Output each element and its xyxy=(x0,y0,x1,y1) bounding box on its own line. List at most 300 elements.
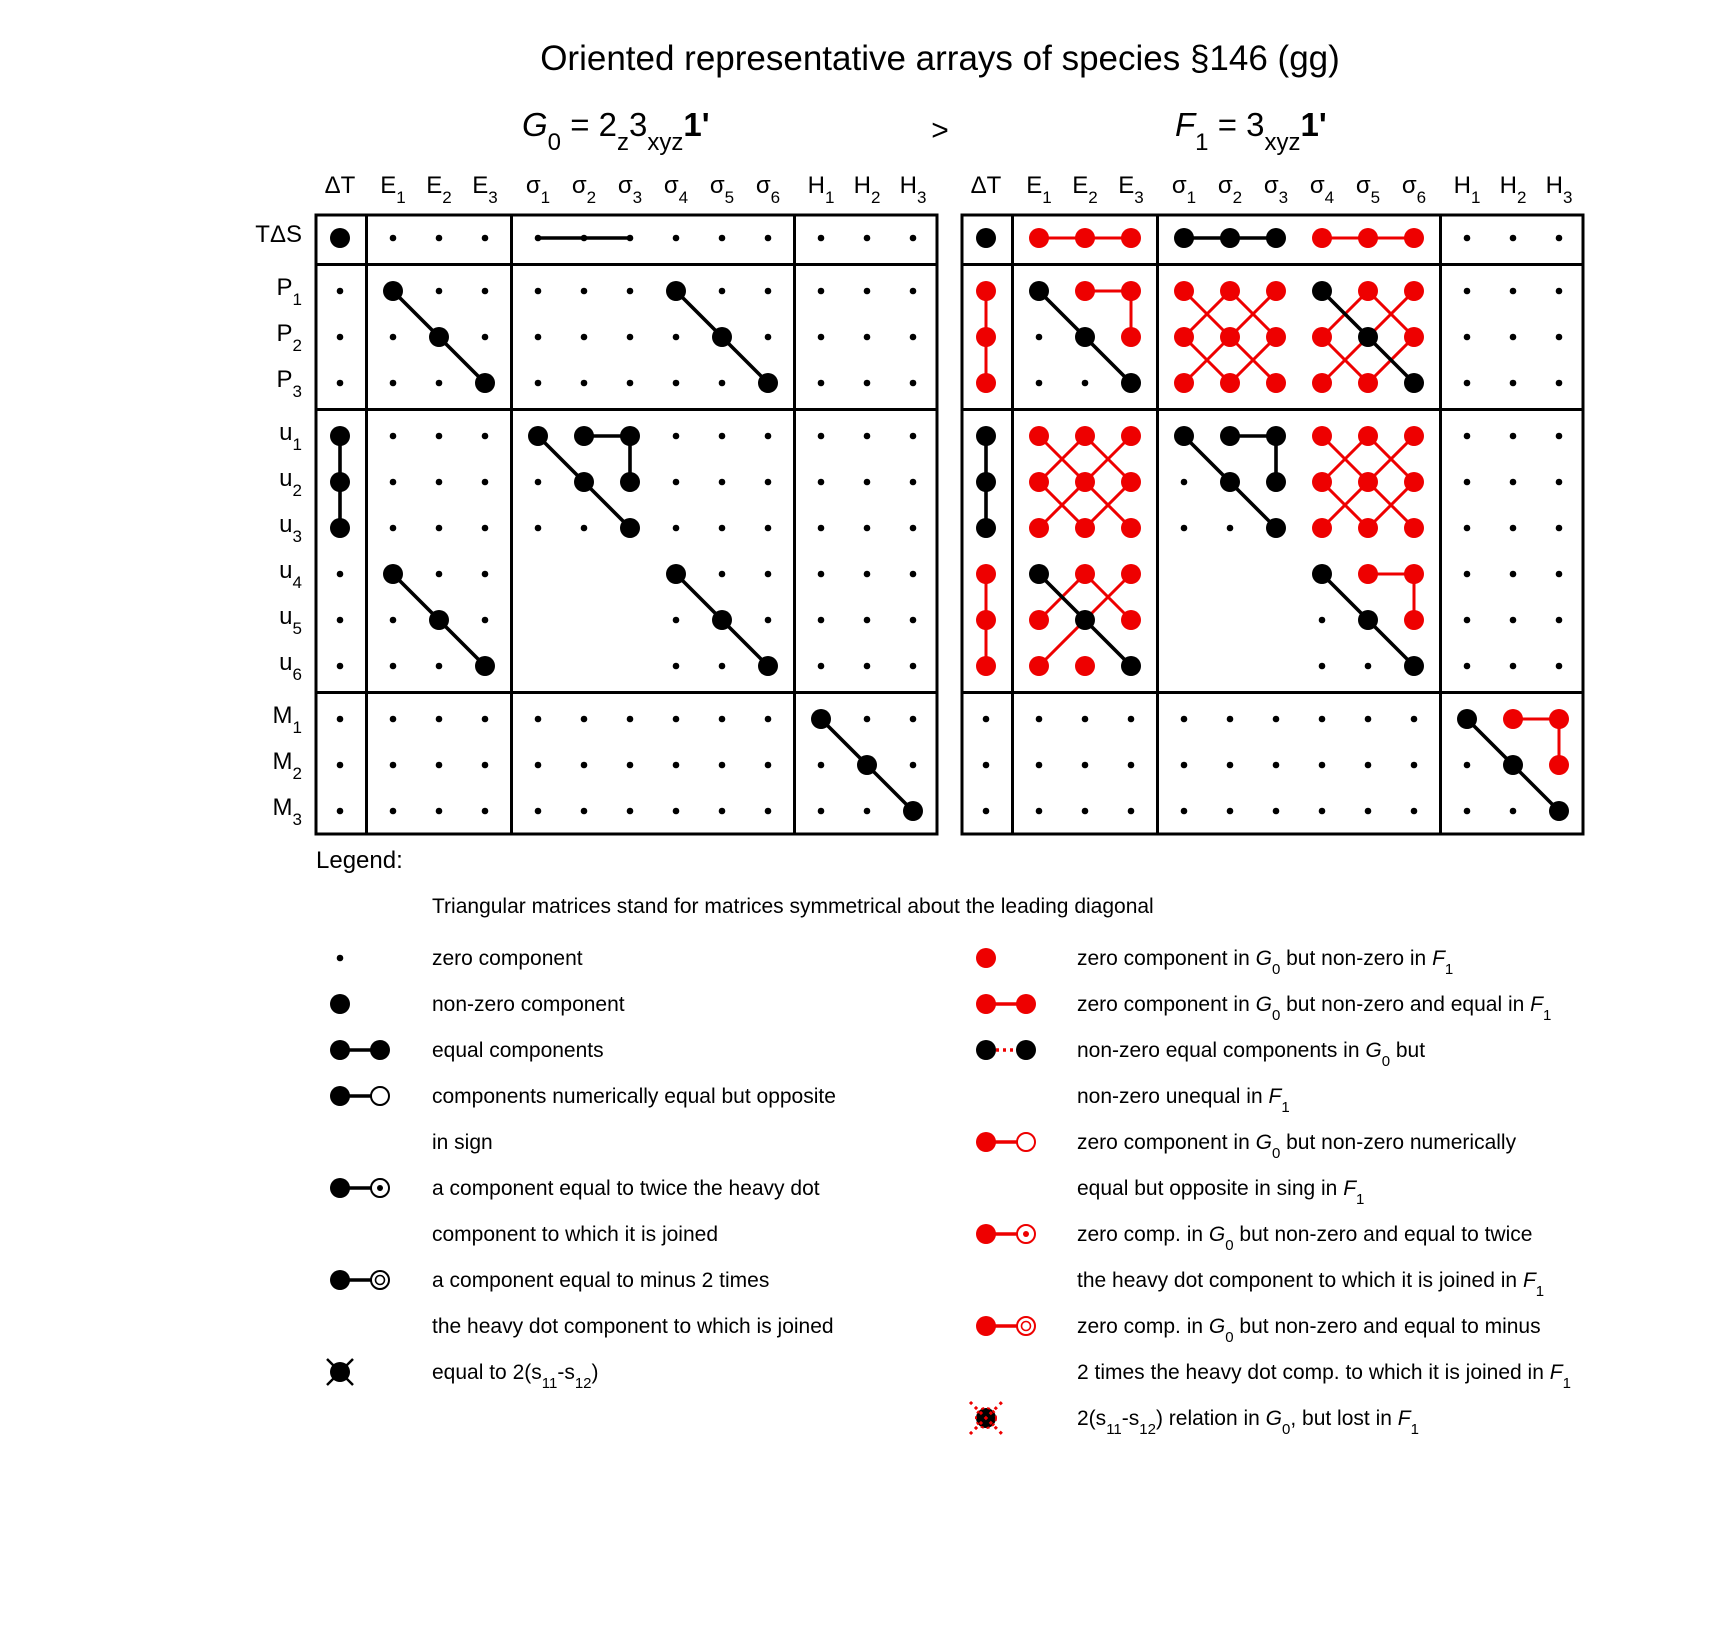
zero-component-dot xyxy=(1510,617,1517,624)
zero-component-dot xyxy=(482,288,489,295)
zero-component-dot xyxy=(1036,716,1043,723)
column-label: $E_1$ xyxy=(1026,172,1052,207)
zero-component-dot xyxy=(818,288,825,295)
red-nonzero-dot xyxy=(1404,472,1424,492)
column-label: $\sigma_2$ xyxy=(571,172,597,207)
red-nonzero-dot xyxy=(1121,564,1141,584)
zero-component-dot xyxy=(1556,235,1563,242)
row-label: $u_4$ xyxy=(279,557,302,592)
zero-component-dot xyxy=(1036,334,1043,341)
nonzero-dot xyxy=(1358,610,1378,630)
column-label: $H_1$ xyxy=(807,172,835,207)
zero-component-dot xyxy=(436,525,443,532)
zero-component-dot xyxy=(436,716,443,723)
zero-component-dot xyxy=(627,762,634,769)
row-labels-g0 xyxy=(255,221,302,829)
zero-component-dot xyxy=(910,571,917,578)
red-nonzero-dot xyxy=(1266,281,1286,301)
row-label: $P_3$ xyxy=(276,366,302,401)
red-nonzero-dot xyxy=(1404,281,1424,301)
zero-component-dot xyxy=(765,617,772,624)
red-nonzero-dot xyxy=(1312,472,1332,492)
red-nonzero-dot xyxy=(1075,518,1095,538)
equality-link xyxy=(676,291,768,383)
zero-component-dot xyxy=(482,571,489,578)
red-nonzero-dot xyxy=(1174,327,1194,347)
zero-component-dot xyxy=(719,762,726,769)
zero-component-dot xyxy=(818,433,825,440)
zero-component-dot xyxy=(535,808,542,815)
zero-component-dot xyxy=(337,716,344,723)
red-nonzero-dot xyxy=(1220,327,1240,347)
zero-component-dot xyxy=(864,663,871,670)
zero-component-dot xyxy=(535,525,542,532)
legend-note: Triangular matrices stand for matrices symmetrical about the leading diagonal xyxy=(432,895,1154,918)
zero-component-dot xyxy=(1556,380,1563,387)
zero-component-dot xyxy=(1227,525,1234,532)
zero-component-dot xyxy=(337,288,344,295)
zero-component-dot xyxy=(1227,762,1234,769)
zero-component-dot xyxy=(1556,663,1563,670)
zero-component-dot xyxy=(1464,334,1471,341)
nonzero-dot xyxy=(1312,564,1332,584)
zero-component-dot xyxy=(482,334,489,341)
row-label: $M_1$ xyxy=(272,702,302,737)
column-label: $\sigma_1$ xyxy=(1171,172,1197,207)
zero-component-dot xyxy=(1464,433,1471,440)
zero-component-dot xyxy=(1181,808,1188,815)
zero-component-dot xyxy=(1411,808,1418,815)
nonzero-dot xyxy=(1029,281,1049,301)
legend-heading: Legend: xyxy=(316,847,403,874)
legend-right-column xyxy=(970,947,1571,1438)
zero-component-dot xyxy=(1128,716,1135,723)
zero-component-dot xyxy=(390,525,397,532)
red-nonzero-dot xyxy=(1404,518,1424,538)
zero-component-dot xyxy=(390,617,397,624)
red-nonzero-dot xyxy=(976,656,996,676)
zero-component-dot xyxy=(390,235,397,242)
legend-symbol-cross xyxy=(327,1359,353,1385)
zero-component-dot xyxy=(673,334,680,341)
row-label: $u_2$ xyxy=(279,465,302,500)
column-label: $H_3$ xyxy=(1545,172,1573,207)
zero-component-dot xyxy=(910,334,917,341)
red-nonzero-dot xyxy=(1121,281,1141,301)
zero-component-dot xyxy=(719,808,726,815)
zero-component-dot xyxy=(482,479,489,486)
zero-component-dot xyxy=(627,808,634,815)
zero-component-dot xyxy=(765,571,772,578)
zero-component-dot xyxy=(1128,762,1135,769)
legend-left-column xyxy=(327,947,836,1392)
zero-component-dot xyxy=(719,235,726,242)
red-nonzero-dot xyxy=(1075,564,1095,584)
zero-component-dot xyxy=(482,716,489,723)
zero-component-dot xyxy=(436,762,443,769)
zero-component-dot xyxy=(765,479,772,486)
zero-component-dot xyxy=(1365,762,1372,769)
zero-component-dot xyxy=(673,617,680,624)
zero-component-dot xyxy=(1556,334,1563,341)
zero-component-dot xyxy=(1319,716,1326,723)
zero-component-dot xyxy=(482,808,489,815)
zero-component-dot xyxy=(1319,762,1326,769)
zero-component-dot xyxy=(983,808,990,815)
nonzero-dot xyxy=(1503,755,1523,775)
zero-component-dot xyxy=(673,433,680,440)
legend-symbol-equal xyxy=(330,1040,390,1060)
zero-component-dot xyxy=(910,479,917,486)
nonzero-dot xyxy=(976,518,996,538)
legend-symbol-red-twice xyxy=(976,1224,1035,1244)
red-nonzero-dot xyxy=(1358,472,1378,492)
zero-component-dot xyxy=(1510,663,1517,670)
zero-component-dot xyxy=(337,380,344,387)
column-label: $E_2$ xyxy=(426,172,452,207)
row-label: $u_1$ xyxy=(279,419,302,454)
zero-component-dot xyxy=(818,380,825,387)
zero-component-dot xyxy=(818,334,825,341)
zero-component-dot xyxy=(1365,663,1372,670)
equality-link xyxy=(676,574,768,666)
red-nonzero-dot xyxy=(1404,327,1424,347)
zero-component-dot xyxy=(390,716,397,723)
zero-component-dot xyxy=(818,762,825,769)
zero-component-dot xyxy=(910,235,917,242)
zero-component-dot xyxy=(818,479,825,486)
red-nonzero-dot xyxy=(1121,327,1141,347)
red-nonzero-dot xyxy=(976,610,996,630)
row-label: TΔS xyxy=(255,221,302,248)
zero-component-dot xyxy=(390,663,397,670)
nonzero-dot xyxy=(976,472,996,492)
zero-component-dot xyxy=(673,235,680,242)
legend-symbol-minus-two xyxy=(330,1270,389,1290)
zero-component-dot xyxy=(337,663,344,670)
red-nonzero-dot xyxy=(1121,472,1141,492)
column-label: ΔT xyxy=(324,172,356,199)
zero-component-dot xyxy=(719,380,726,387)
zero-component-dot xyxy=(673,808,680,815)
zero-component-dot xyxy=(910,525,917,532)
red-nonzero-dot xyxy=(1549,755,1569,775)
zero-component-dot xyxy=(482,235,489,242)
zero-component-dot xyxy=(864,716,871,723)
legend-text: non-zero equal components in $G_0$ but xyxy=(1077,1039,1426,1070)
red-nonzero-dot xyxy=(1358,518,1378,538)
red-nonzero-dot xyxy=(976,373,996,393)
zero-component-dot xyxy=(765,716,772,723)
legend-text: component to which it is joined xyxy=(432,1223,718,1246)
row-label: $u_6$ xyxy=(279,649,302,684)
zero-component-dot xyxy=(337,571,344,578)
zero-component-dot xyxy=(436,663,443,670)
zero-component-dot xyxy=(1556,433,1563,440)
zero-component-dot xyxy=(1510,525,1517,532)
row-label: $u_3$ xyxy=(279,511,302,546)
zero-component-dot xyxy=(910,762,917,769)
red-nonzero-dot xyxy=(1358,426,1378,446)
nonzero-dot xyxy=(1029,564,1049,584)
nonzero-dot xyxy=(1121,373,1141,393)
zero-component-dot xyxy=(581,716,588,723)
zero-component-dot xyxy=(864,571,871,578)
zero-component-dot xyxy=(910,716,917,723)
zero-component-dot xyxy=(482,762,489,769)
zero-component-dot xyxy=(1273,762,1280,769)
column-label: $\sigma_5$ xyxy=(709,172,735,207)
zero-component-dot xyxy=(1273,716,1280,723)
red-nonzero-dot xyxy=(1312,327,1332,347)
array-marks-f1 xyxy=(976,228,1569,821)
legend-text: $2(s_{11}-s_{12})$ relation in $G_0$, but lost in $F_1$ xyxy=(1077,1407,1419,1438)
zero-component-dot xyxy=(1464,525,1471,532)
row-label: $P_2$ xyxy=(276,320,302,355)
zero-component-dot xyxy=(719,479,726,486)
red-nonzero-dot xyxy=(1549,709,1569,729)
column-label: $E_3$ xyxy=(1118,172,1144,207)
red-nonzero-dot xyxy=(1029,518,1049,538)
column-label: $\sigma_6$ xyxy=(755,172,781,207)
red-nonzero-dot xyxy=(1075,228,1095,248)
red-nonzero-dot xyxy=(1029,472,1049,492)
nonzero-dot xyxy=(1075,610,1095,630)
zero-component-dot xyxy=(1510,433,1517,440)
legend-text: a component equal to twice the heavy dot xyxy=(432,1177,820,1200)
zero-component-dot xyxy=(765,235,772,242)
red-nonzero-dot xyxy=(1029,610,1049,630)
red-nonzero-dot xyxy=(976,327,996,347)
legend-symbol-red-dot xyxy=(976,948,996,968)
column-label: $H_2$ xyxy=(1499,172,1527,207)
zero-component-dot xyxy=(1510,808,1517,815)
zero-component-dot xyxy=(436,288,443,295)
zero-component-dot xyxy=(673,716,680,723)
zero-component-dot xyxy=(673,380,680,387)
red-nonzero-dot xyxy=(1029,228,1049,248)
red-nonzero-dot xyxy=(1121,426,1141,446)
zero-component-dot xyxy=(1181,525,1188,532)
legend-text: zero comp. in $G_0$ but non-zero and equal to minus xyxy=(1077,1315,1541,1346)
zero-component-dot xyxy=(1319,617,1326,624)
red-nonzero-dot xyxy=(1404,426,1424,446)
zero-component-dot xyxy=(910,433,917,440)
zero-component-dot xyxy=(627,334,634,341)
red-nonzero-dot xyxy=(1029,426,1049,446)
red-nonzero-dot xyxy=(1075,281,1095,301)
legend-text: in sign xyxy=(432,1131,493,1154)
legend-text: zero component in $G_0$ but non-zero and equal in $F_1$ xyxy=(1077,993,1552,1024)
column-label: $E_2$ xyxy=(1072,172,1098,207)
zero-component-dot xyxy=(581,762,588,769)
legend-symbol-small-dot xyxy=(337,955,344,962)
column-label: $H_1$ xyxy=(1453,172,1481,207)
nonzero-dot xyxy=(1266,426,1286,446)
legend-symbol-red-minus-two xyxy=(976,1316,1035,1336)
zero-component-dot xyxy=(719,433,726,440)
zero-component-dot xyxy=(1556,525,1563,532)
zero-component-dot xyxy=(864,433,871,440)
red-nonzero-dot xyxy=(976,281,996,301)
zero-component-dot xyxy=(627,380,634,387)
zero-component-dot xyxy=(719,716,726,723)
column-label: $H_3$ xyxy=(899,172,927,207)
zero-component-dot xyxy=(818,525,825,532)
zero-component-dot xyxy=(673,525,680,532)
row-label: $P_1$ xyxy=(276,274,302,309)
legend-symbol-twice xyxy=(330,1178,389,1198)
nonzero-dot xyxy=(1358,327,1378,347)
zero-component-dot xyxy=(1036,762,1043,769)
legend-symbol-big-dot xyxy=(330,994,350,1014)
zero-component-dot xyxy=(864,288,871,295)
nonzero-dot xyxy=(1549,801,1569,821)
red-nonzero-dot xyxy=(1312,518,1332,538)
zero-component-dot xyxy=(1464,571,1471,578)
legend-text: equal but opposite in sing in $F_1$ xyxy=(1077,1177,1365,1208)
equality-link xyxy=(393,574,485,666)
nonzero-dot xyxy=(1457,709,1477,729)
column-label: $\sigma_4$ xyxy=(663,172,689,207)
legend-text: zero comp. in $G_0$ but non-zero and equal to twice xyxy=(1077,1223,1533,1254)
legend-symbol-red-equal xyxy=(976,994,1036,1014)
legend-text: zero component in $G_0$ but non-zero numerically xyxy=(1077,1131,1517,1162)
legend-text: 2 times the heavy dot comp. to which it is joined in $F_1$ xyxy=(1077,1361,1571,1392)
zero-component-dot xyxy=(627,288,634,295)
zero-component-dot xyxy=(1365,716,1372,723)
zero-component-dot xyxy=(1128,808,1135,815)
nonzero-dot xyxy=(1312,281,1332,301)
zero-component-dot xyxy=(1510,288,1517,295)
zero-component-dot xyxy=(1082,716,1089,723)
zero-component-dot xyxy=(818,235,825,242)
zero-component-dot xyxy=(765,808,772,815)
column-labels-f1 xyxy=(971,172,1573,207)
zero-component-dot xyxy=(337,334,344,341)
zero-component-dot xyxy=(535,380,542,387)
zero-component-dot xyxy=(765,525,772,532)
zero-component-dot xyxy=(910,663,917,670)
red-nonzero-dot xyxy=(1121,518,1141,538)
zero-component-dot xyxy=(627,716,634,723)
row-label: $M_2$ xyxy=(272,748,302,783)
nonzero-dot xyxy=(1075,327,1095,347)
legend-text: a component equal to minus 2 times xyxy=(432,1269,770,1292)
zero-component-dot xyxy=(337,617,344,624)
zero-component-dot xyxy=(436,380,443,387)
legend-text: components numerically equal but opposite xyxy=(432,1085,836,1108)
red-nonzero-dot xyxy=(1312,228,1332,248)
red-nonzero-dot xyxy=(1358,564,1378,584)
zero-component-dot xyxy=(1556,617,1563,624)
nonzero-dot xyxy=(1266,472,1286,492)
zero-component-dot xyxy=(535,716,542,723)
zero-component-dot xyxy=(436,571,443,578)
row-label: $u_5$ xyxy=(279,603,302,638)
zero-component-dot xyxy=(482,617,489,624)
red-nonzero-dot xyxy=(1220,281,1240,301)
zero-component-dot xyxy=(1319,808,1326,815)
panel-heading-g0: $G_0 = 2_z3_{xyz}1'$ xyxy=(522,106,710,156)
zero-component-dot xyxy=(1556,571,1563,578)
column-label: ΔT xyxy=(970,172,1002,199)
zero-component-dot xyxy=(864,334,871,341)
row-label: $M_3$ xyxy=(272,794,302,829)
zero-component-dot xyxy=(765,762,772,769)
zero-component-dot xyxy=(1556,288,1563,295)
zero-component-dot xyxy=(535,288,542,295)
red-nonzero-dot xyxy=(1404,564,1424,584)
zero-component-dot xyxy=(673,762,680,769)
panel-heading-f1: $F_1 = 3_{xyz}1'$ xyxy=(1175,106,1327,156)
zero-component-dot xyxy=(1082,808,1089,815)
zero-component-dot xyxy=(1510,571,1517,578)
zero-component-dot xyxy=(864,525,871,532)
zero-component-dot xyxy=(983,762,990,769)
legend-symbol-red-cross xyxy=(970,1402,1002,1434)
zero-component-dot xyxy=(436,235,443,242)
red-nonzero-dot xyxy=(1174,373,1194,393)
red-nonzero-dot xyxy=(1121,610,1141,630)
zero-component-dot xyxy=(1464,288,1471,295)
legend xyxy=(316,847,1571,1438)
zero-component-dot xyxy=(1556,479,1563,486)
zero-component-dot xyxy=(581,525,588,532)
zero-component-dot xyxy=(390,433,397,440)
zero-component-dot xyxy=(864,479,871,486)
zero-component-dot xyxy=(1036,808,1043,815)
zero-component-dot xyxy=(864,617,871,624)
red-nonzero-dot xyxy=(1266,373,1286,393)
array-marks-g0 xyxy=(330,228,923,821)
nonzero-dot xyxy=(1174,426,1194,446)
zero-component-dot xyxy=(719,288,726,295)
zero-component-dot xyxy=(818,808,825,815)
nonzero-dot xyxy=(976,228,996,248)
nonzero-dot xyxy=(1404,656,1424,676)
zero-component-dot xyxy=(1464,762,1471,769)
zero-component-dot xyxy=(1082,762,1089,769)
zero-component-dot xyxy=(390,808,397,815)
page-title: Oriented representative arrays of species §146 (gg) xyxy=(540,39,1340,78)
zero-component-dot xyxy=(765,334,772,341)
nonzero-dot xyxy=(1220,426,1240,446)
panel-g0-array xyxy=(255,106,937,834)
zero-component-dot xyxy=(864,235,871,242)
zero-component-dot xyxy=(910,617,917,624)
red-nonzero-dot xyxy=(976,564,996,584)
zero-component-dot xyxy=(1273,808,1280,815)
nonzero-dot xyxy=(1174,228,1194,248)
red-nonzero-dot xyxy=(1266,327,1286,347)
panel-f1-array xyxy=(962,106,1583,834)
zero-component-dot xyxy=(390,380,397,387)
nonzero-dot xyxy=(1266,518,1286,538)
zero-component-dot xyxy=(390,762,397,769)
zero-component-dot xyxy=(436,479,443,486)
column-label: $H_2$ xyxy=(853,172,881,207)
red-nonzero-dot xyxy=(1029,656,1049,676)
nonzero-dot xyxy=(330,228,350,248)
zero-component-dot xyxy=(337,808,344,815)
zero-component-dot xyxy=(1464,808,1471,815)
nonzero-dot xyxy=(1404,373,1424,393)
zero-component-dot xyxy=(765,288,772,295)
zero-component-dot xyxy=(581,334,588,341)
zero-component-dot xyxy=(1464,380,1471,387)
zero-component-dot xyxy=(1510,334,1517,341)
